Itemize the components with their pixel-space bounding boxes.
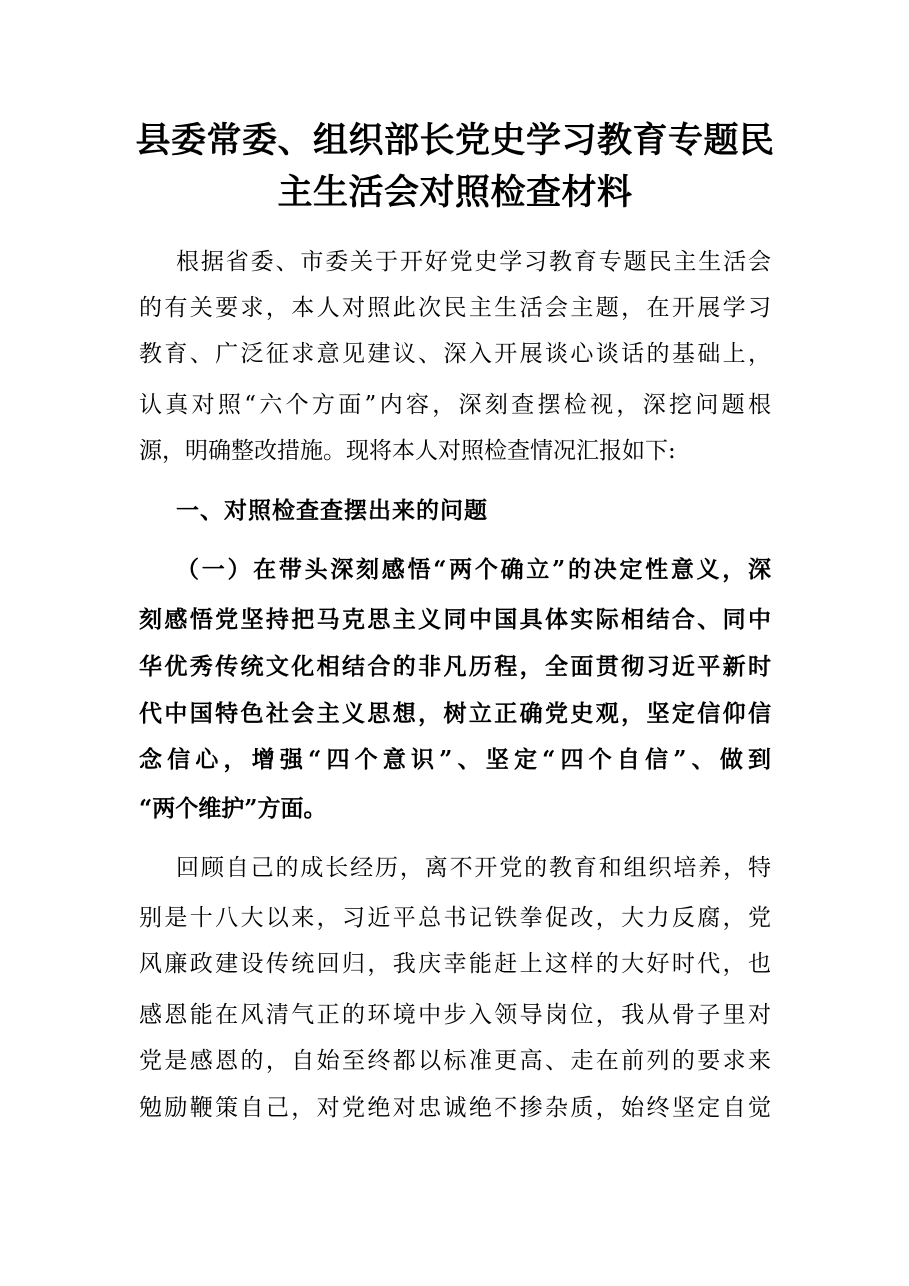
document-title-line-2: 主生活会对照检查材料	[277, 172, 633, 213]
intro-line: 根据省委、市委关于开好党史学习教育专题民主生活会	[176, 249, 771, 275]
body-line: 回顾自己的成长经历，离不开党的教育和组织培养，特	[176, 855, 771, 881]
body-line: 勉励鞭策自己，对党绝对忠诚绝不掺杂质，始终坚定自觉	[139, 1095, 771, 1121]
body-line: 别是十八大以来，习近平总书记铁拳促改，大力反腐，党	[139, 905, 771, 931]
subsection-line: （一）在带头深刻感悟“两个确立”的决定性意义，深	[176, 556, 771, 583]
body-line: 党是感恩的，自始至终都以标准更高、走在前列的要求来	[139, 1048, 771, 1074]
section-heading: 一、对照检查查摆出来的问题	[176, 497, 488, 524]
body-line: 感恩能在风清气正的环境中步入领导岗位，我从骨子里对	[139, 1002, 771, 1028]
subsection-line: “两个维护”方面。	[139, 795, 327, 822]
intro-line: 认真对照“六个方面”内容，深刻查摆检视，深挖问题根	[139, 392, 771, 418]
intro-line: 的有关要求，本人对照此次民主生活会主题，在开展学习	[139, 295, 771, 321]
subsection-line: 代中国特色社会主义思想，树立正确党史观，坚定信仰信	[139, 700, 771, 727]
document-title-line-1: 县委常委、组织部长党史学习教育专题民	[135, 120, 775, 161]
intro-line: 教育、广泛征求意见建议、深入开展谈心谈话的基础上，	[139, 341, 771, 367]
body-line: 风廉政建设传统回归，我庆幸能赶上这样的大好时代，也	[139, 951, 771, 977]
subsection-line: 华优秀传统文化相结合的非凡历程，全面贯彻习近平新时	[139, 653, 771, 680]
intro-line: 源，明确整改措施。现将本人对照检查情况汇报如下:	[139, 438, 676, 464]
subsection-line: 念信心，增强“四个意识”、坚定“四个自信”、做到	[139, 746, 771, 773]
subsection-line: 刻感悟党坚持把马克思主义同中国具体实际相结合、同中	[139, 606, 771, 633]
